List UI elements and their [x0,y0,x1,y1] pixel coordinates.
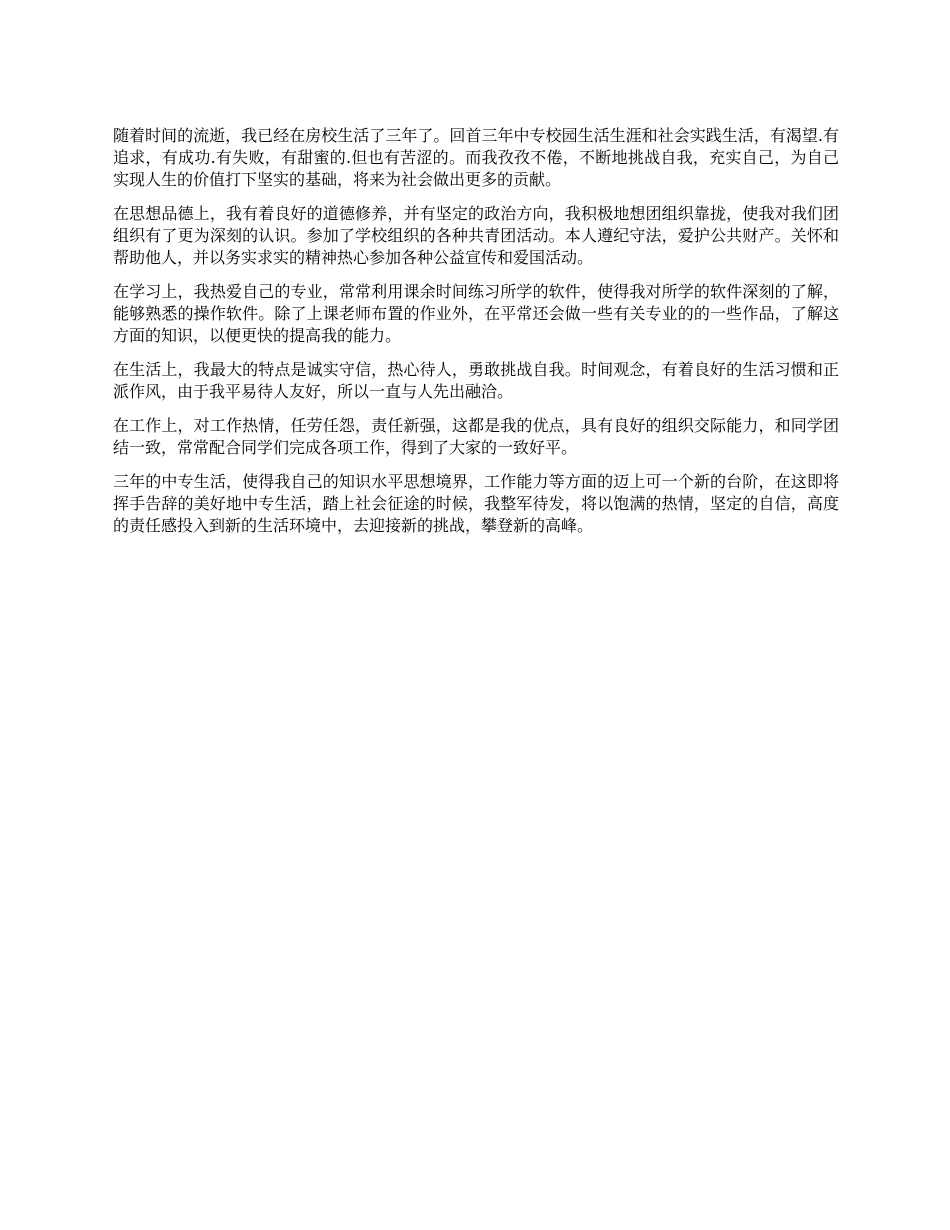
paragraph-conclusion: 三年的中专生活，使得我自己的知识水平思想境界，工作能力等方面的迈上可一个新的台阶，在这即将挥手告辞的美好地中专生活，踏上社会征途的时候，我整军待发，将以饱满的热情，坚定的自信，高度的责任感投入到新的生活环境中，去迎接新的挑战，攀登新的高峰。 [113,472,839,535]
paragraph-ideology: 在思想品德上，我有着良好的道德修养，并有坚定的政治方向，我积极地想团组织靠拢，使我对我们团组织有了更为深刻的认识。参加了学校组织的各种共青团活动。本人遵纪守法，爱护公共财产。关怀和帮助他人，并以务实求实的精神热心参加各种公益宣传和爱国活动。 [113,204,839,267]
paragraph-work: 在工作上，对工作热情，任劳任怨，责任新强，这都是我的优点，具有良好的组织交际能力，和同学团结一致，常常配合同学们完成各项工作，得到了大家的一致好平。 [113,416,839,457]
paragraph-intro: 随着时间的流逝，我已经在房校生活了三年了。回首三年中专校园生活生涯和社会实践生活，有渴望.有追求，有成功.有失败，有甜蜜的.但也有苦涩的。而我孜孜不倦，不断地挑战自我，充实自己，为自己实现人生的价值打下坚实的基础，将来为社会做出更多的贡献。 [113,126,839,189]
paragraph-study: 在学习上，我热爱自己的专业，常常利用课余时间练习所学的软件，使得我对所学的软件深刻的了解，能够熟悉的操作软件。除了上课老师布置的作业外，在平常还会做一些有关专业的的一些作品，了解这方面的知识，以便更快的提高我的能力。 [113,282,839,345]
document-page [113,125,839,549]
paragraph-life: 在生活上，我最大的特点是诚实守信，热心待人，勇敢挑战自我。时间观念，有着良好的生活习惯和正派作风，由于我平易待人友好，所以一直与人先出融洽。 [113,360,839,401]
